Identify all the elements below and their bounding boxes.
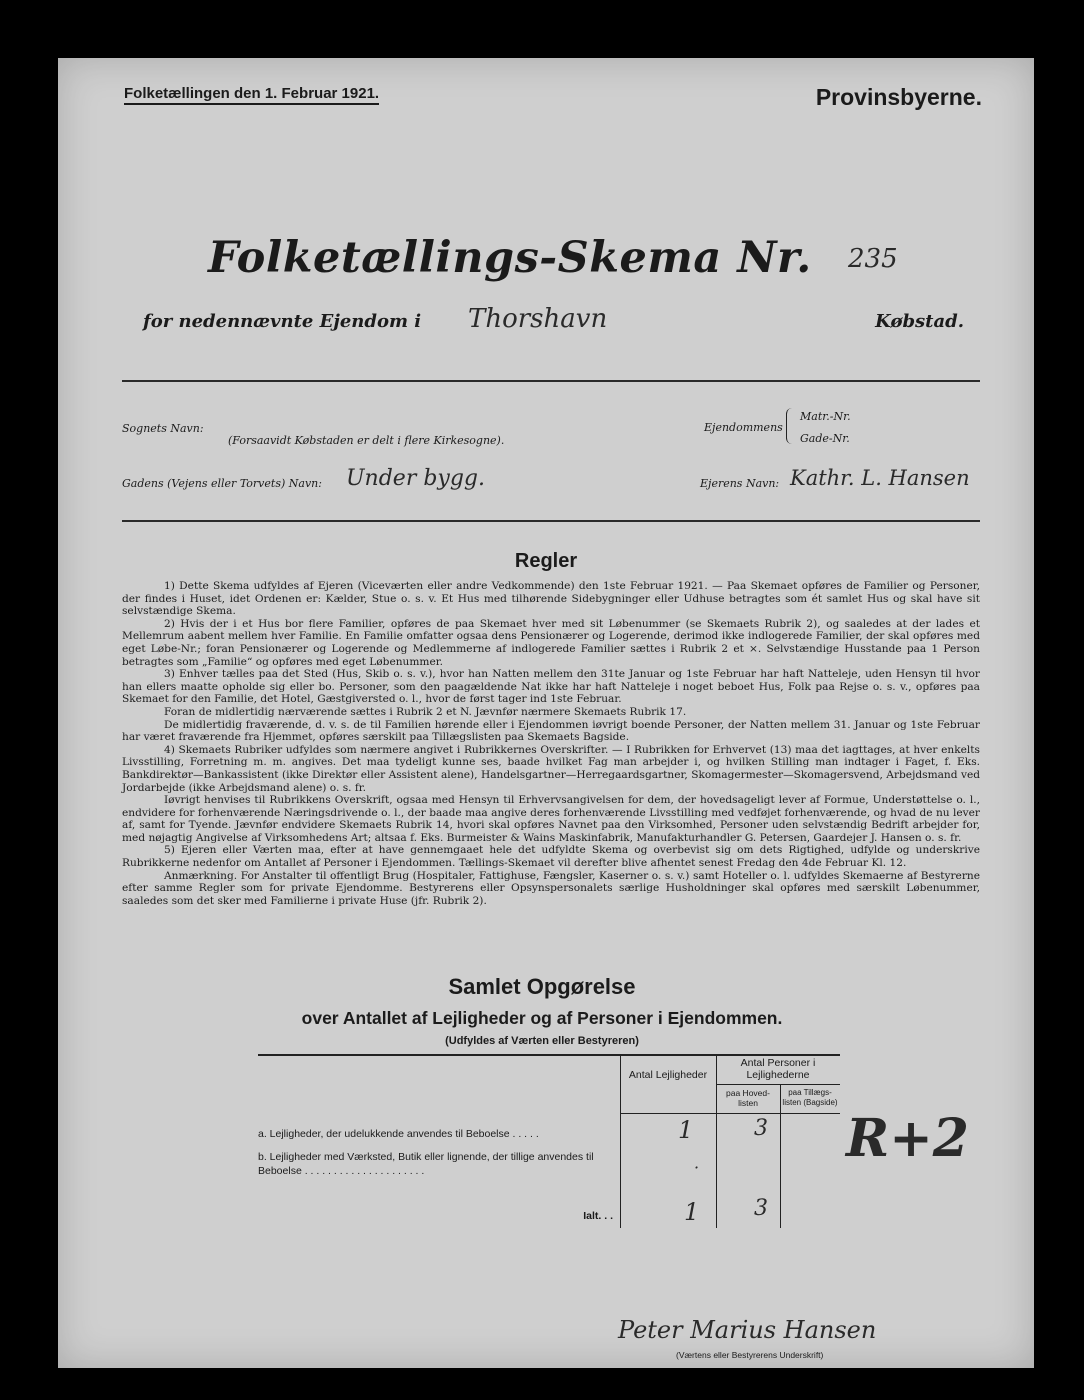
rules-body xyxy=(122,580,980,907)
margin-annotation: R+2 xyxy=(846,1108,969,1169)
parish-label: Sognets Navn: xyxy=(122,422,204,435)
owner-value: Kathr. L. Hansen xyxy=(790,466,970,490)
census-form-page xyxy=(58,58,1034,1368)
divider xyxy=(122,520,980,522)
rule-paragraph: 2) Hvis der i et Hus bor flere Familier, opføres de paa Skemaet hver med sit Løbenummer (se Skemaets Rubrik 2), og saaledes at der lades et Mellemrum aabent mellem hver Familie. En Familie omfatter ogsaa dens Pensionærer og Logerende, derimod ikke indlogerede Familier, der skal opføres med eget Løbe-Nr.; foran Pensionærer og Logerende og Medlemmerne af indlogerede Familier sættes i Rubrik 2 et ×. Selvstændige Husstande paa 1 Person betragtes som „Familie“ og opføres med eget Løbenummer. xyxy=(122,617,980,668)
form-number: 235 xyxy=(848,244,898,274)
parish-note: (Forsaavidt Købstaden er delt i flere Kirkesogne). xyxy=(228,434,505,447)
row-a-antal: 1 xyxy=(678,1116,694,1144)
summary-subtitle: over Antallet af Lejligheder og af Personer i Ejendommen. xyxy=(301,1008,783,1028)
rule-paragraph: Foran de midlertidig nærværende sættes i Rubrik 2 et N. Jævnfør nærmere Skemaets Rubrik 17. xyxy=(164,705,687,718)
table-sub-rule xyxy=(716,1084,840,1085)
row-b-label: b. Lejligheder med Værksted, Butik eller lignende, der tillige anvendes til Beboelse . . . . . . . . . . . . . . . . . . . . . xyxy=(258,1151,594,1177)
property-label: Ejendommens xyxy=(704,421,783,434)
rule-paragraph: De midlertidig fraværende, d. v. s. de til Familien hørende eller i Ejendommen iøvrigt boende Personer, der Natten mellem 31. Januar og 1ste Februar har været fraværende fra Hjemmet, opføres særskilt paa Tillægslisten paa Skemaets Bagside. xyxy=(122,718,980,744)
rule-paragraph: Iøvrigt henvises til Rubrikkens Overskrift, ogsaa med Hensyn til Erhvervsangivelsen for dem, der hovedsageligt lever af Formue, Understøttelse o. l., endvidere for forhenværende Næringsdrivende o. l., der baade maa angive deres forhenværende Livsstilling med vedføjet forhenværende, og hvad de nu lever af, samt for Tyende. Jævnfør endvidere Skemaets Rubrik 14, hvori skal opføres Navnet paa den Virksomhed, Personer uden selvstændig Bedrift arbejder for, med nøjagtig Angivelse af Virksomhedens Art; altsaa f. Eks. Burmeister & Wains Maskinfabrik, Manufakturhandler G. Petersen, Gaardejer J. Hansen o. s. fr. xyxy=(122,794,980,844)
col-antal-personer: Antal Personer i Lejlighederne xyxy=(740,1057,816,1081)
col-tillaegslisten: paa Tillægs-listen (Bagside) xyxy=(782,1088,838,1107)
owner-label: Ejerens Navn: xyxy=(700,477,780,490)
table-header-rule xyxy=(620,1113,840,1114)
street-label: Gadens (Vejens eller Torvets) Navn: xyxy=(122,477,322,490)
ialt-hoved: 3 xyxy=(754,1196,768,1221)
brace-icon xyxy=(786,408,795,444)
row-b-antal: · xyxy=(694,1158,700,1177)
summary-note: (Udfyldes af Værten eller Bestyreren) xyxy=(445,1035,639,1047)
property-location-label: for nedennævnte Ejendom i xyxy=(143,311,422,332)
table-col-rule xyxy=(716,1054,717,1228)
town-name: Thorshavn xyxy=(468,304,608,334)
rule-paragraph: 5) Ejeren eller Værten maa, efter at have gennemgaaet hele det udfyldte Skema og overbevist sig om dets Rigtighed, udfylde og underskrive Rubrikkerne nedenfor om Antallet af Personer i Ejendommen. Tællings-Skemaet vil derefter blive afhentet senest Fredag den 4de Februar Kl. 12. xyxy=(122,844,980,870)
table-top-rule xyxy=(258,1054,840,1056)
ialt-antal: 1 xyxy=(684,1198,700,1226)
divider xyxy=(122,380,980,382)
row-ialt-label: Ialt. . . xyxy=(583,1210,613,1222)
rule-paragraph: 3) Enhver tælles paa det Sted (Hus, Skib o. s. v.), hvor han Natten mellem den 31te Januar og 1ste Februar har haft Natteleje, uden Hensyn til hvor han ellers maatte opholde sig eller bo. Personer, som den paagældende Nat ikke har haft Natteleje i noget beboet Hus, Folk paa Rejse o. s. v., opføres paa Skemaet for den Familie, det Hotel, Gæstgiversted o. l., hvor de først tager ind 1ste Februar. xyxy=(122,668,980,706)
form-title: Folketællings-Skema Nr. xyxy=(208,233,812,283)
row-a-label: a. Lejligheder, der udelukkende anvendes til Beboelse . . . . . xyxy=(258,1128,539,1140)
row-a-hoved: 3 xyxy=(754,1116,768,1141)
census-date-header: Folketællingen den 1. Februar 1921. xyxy=(124,85,379,105)
summary-title: Samlet Opgørelse xyxy=(448,974,636,999)
rule-paragraph: 1) Dette Skema udfyldes af Ejeren (Viceværten eller andre Vedkommende) den 1ste Februar 1921. — Paa Skemaet opføres de Familier og Personer, der findes i Huset, idet Ordenen er: Kælder, Stue o. s. v. Et Hus med tilhørende Sidebygninger eller Udhuse betragtes som ét samlet Hus og skal have sit selvstændige Skema. xyxy=(122,580,980,618)
col-hovedlisten: paa Hoved-listen xyxy=(726,1088,770,1108)
gade-nr-label: Gade-Nr. xyxy=(800,432,850,445)
table-col-rule xyxy=(620,1054,621,1228)
col-antal-lejligheder: Antal Lejligheder xyxy=(628,1069,708,1081)
signature: Peter Marius Hansen xyxy=(618,1316,877,1344)
region-header: Provinsbyerne. xyxy=(815,84,982,110)
signature-caption: (Værtens eller Bestyrerens Underskrift) xyxy=(676,1350,824,1360)
kobstad-label: Købstad. xyxy=(875,311,964,332)
rule-paragraph: Anmærkning. For Anstalter til offentligt Brug (Hospitaler, Fattighuse, Fængsler, Kaserner o. s. v.) samt Hoteller o. l. udfyldes Skemaerne af Bestyrerne efter samme Regler som for private Ejendomme. Bestyrerens eller Opsynspersonalets særlige Husholdninger skal opføres med særskilt Løbenummer, saaledes som det sker med Familierne i private Huse (jfr. Rubrik 2). xyxy=(122,869,980,907)
rules-title: Regler xyxy=(514,550,578,572)
rule-paragraph: 4) Skemaets Rubriker udfyldes som nærmere angivet i Rubrikkernes Overskrifter. — I Rubrikken for Erhvervet (13) maa det iagttages, at hver enkelts Livsstilling, Forretning m. m. angives. Det maa tydeligt kunne ses, baade hvilket Fag man arbejder i, og hvilken Stilling man indtager i Faget, f. Eks. Bankdirektør—Bankassistent (ikke Direktør eller Assistent alene), Handelsgartner—Herregaardsgartner, Skomagermester—Skomagersvend, Arbejdsmand ved Jordarbejde (ikke Arbejdsmand alene) o. s. fr. xyxy=(122,743,980,794)
street-value: Under bygg. xyxy=(346,466,485,491)
matr-label: Matr.-Nr. xyxy=(800,410,851,423)
